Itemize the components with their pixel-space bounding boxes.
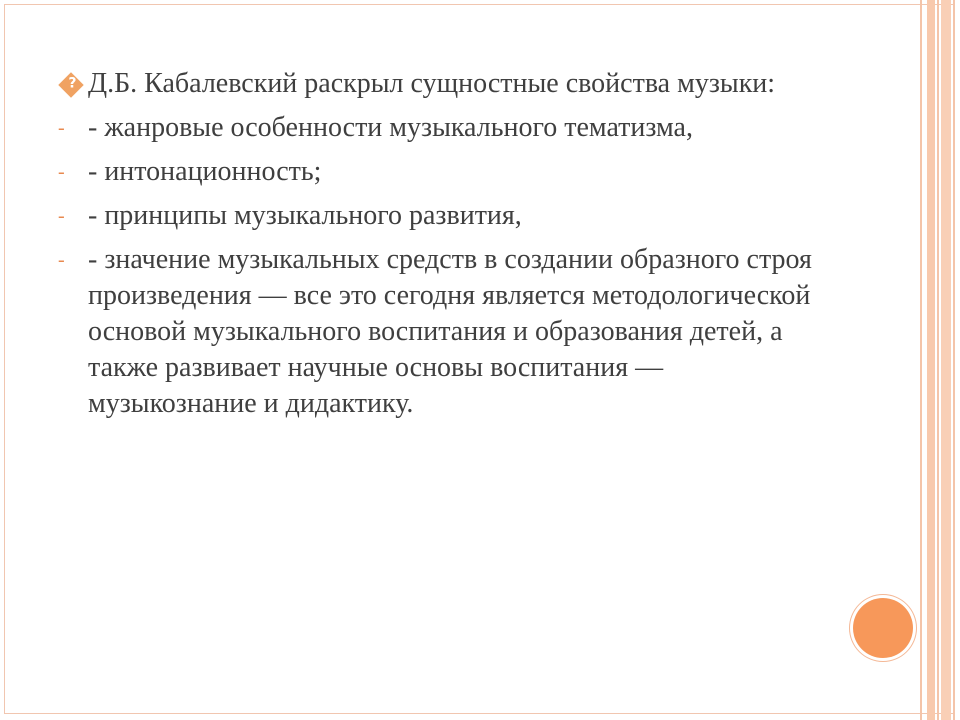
decorative-stripe [953,0,955,720]
list-item [58,66,818,102]
bullet-icon: - [58,117,65,139]
decorative-stripe [920,0,922,720]
list-item [58,154,818,190]
slide-body [58,66,818,430]
list-item-text: - значение музыкальных средств в создании образного строя произведения — все это сегодня является методологической основой музыкального воспитания и образования детей, а также развивает научные основы воспитания — музыкознание и дидактику. [88,244,812,419]
decorative-stripe [937,0,939,720]
list-item-text: Д.Б. Кабалевский раскрыл сущностные свойства музыки: [88,68,776,99]
decorative-stripe [941,0,951,720]
list-item-text: - принципы музыкального развития, [88,200,522,231]
bullet-icon: - [58,249,65,271]
decorative-circle-icon [853,598,913,658]
list-item [58,198,818,234]
bullet-icon: ? [60,62,88,98]
bullet-icon: - [58,205,65,227]
decorative-stripe [927,0,935,720]
list-item [58,242,818,422]
list-item [58,110,818,146]
list-item-text: - интонационность; [88,156,322,187]
bullet-icon: - [58,161,65,183]
list-item-text: - жанровые особенности музыкального тематизма, [88,112,693,143]
